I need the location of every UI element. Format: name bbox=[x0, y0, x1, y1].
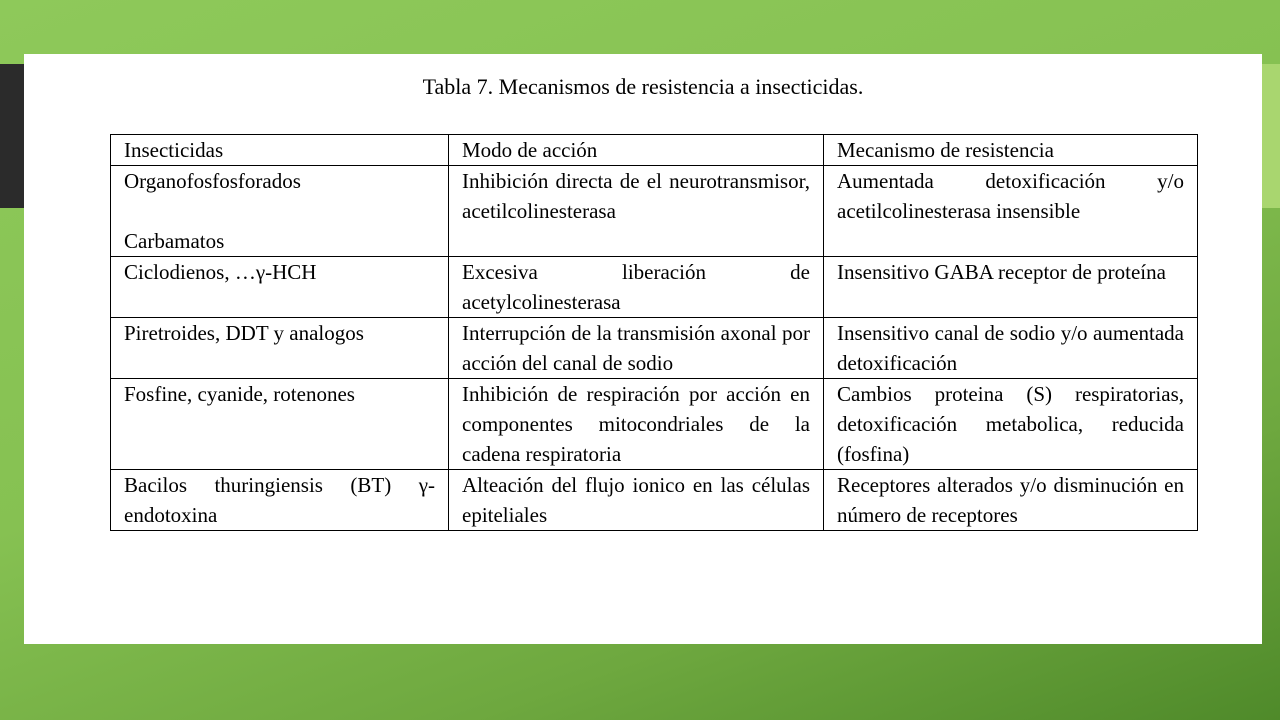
insecticida-cell: Bacilos thuringiensis (BT) γ-endotoxina bbox=[111, 470, 449, 531]
mecanismo-cell: Aumentada detoxificación y/o acetilcolinesterasa insensible bbox=[824, 166, 1198, 257]
table-row bbox=[111, 318, 1198, 379]
modo-cell: Inhibición de respiración por acción en componentes mitocondriales de la cadena respiratoria bbox=[449, 379, 824, 470]
insecticida-cell: Fosfine, cyanide, rotenones bbox=[111, 379, 449, 470]
slide-content-panel bbox=[24, 54, 1262, 644]
mecanismo-cell: Receptores alterados y/o disminución en número de receptores bbox=[824, 470, 1198, 531]
slide-dark-accent-bar bbox=[0, 64, 24, 208]
modo-cell: Alteación del flujo ionico en las células epiteliales bbox=[449, 470, 824, 531]
table-row bbox=[111, 166, 1198, 257]
table-header-row bbox=[111, 135, 1198, 166]
header-modo-de-accion: Modo de acción bbox=[449, 135, 824, 166]
modo-cell: Excesiva liberación de acetylcolinesterasa bbox=[449, 257, 824, 318]
table-row bbox=[111, 257, 1198, 318]
modo-cell: Interrupción de la transmisión axonal por acción del canal de sodio bbox=[449, 318, 824, 379]
header-mecanismo-de-resistencia: Mecanismo de resistencia bbox=[824, 135, 1198, 166]
mecanismo-cell: Insensitivo GABA receptor de proteína bbox=[824, 257, 1198, 318]
insecticida-name: Organofosfosforados bbox=[124, 169, 301, 193]
insecticida-cell bbox=[111, 166, 449, 257]
insecticida-cell: Piretroides, DDT y analogos bbox=[111, 318, 449, 379]
table-title: Tabla 7. Mecanismos de resistencia a insecticidas. bbox=[422, 74, 864, 99]
modo-cell: Inhibición directa de el neurotransmisor, acetilcolinesterasa bbox=[449, 166, 824, 257]
mecanismo-cell: Cambios proteina (S) respiratorias, detoxificación metabolica, reducida (fosfina) bbox=[824, 379, 1198, 470]
insecticida-name-secondary: Carbamatos bbox=[124, 229, 225, 253]
table-row bbox=[111, 379, 1198, 470]
resistance-table bbox=[110, 134, 1198, 531]
header-insecticidas: Insecticidas bbox=[111, 135, 449, 166]
insecticida-cell: Ciclodienos, …γ-HCH bbox=[111, 257, 449, 318]
table-row bbox=[111, 470, 1198, 531]
mecanismo-cell: Insensitivo canal de sodio y/o aumentada detoxificación bbox=[824, 318, 1198, 379]
